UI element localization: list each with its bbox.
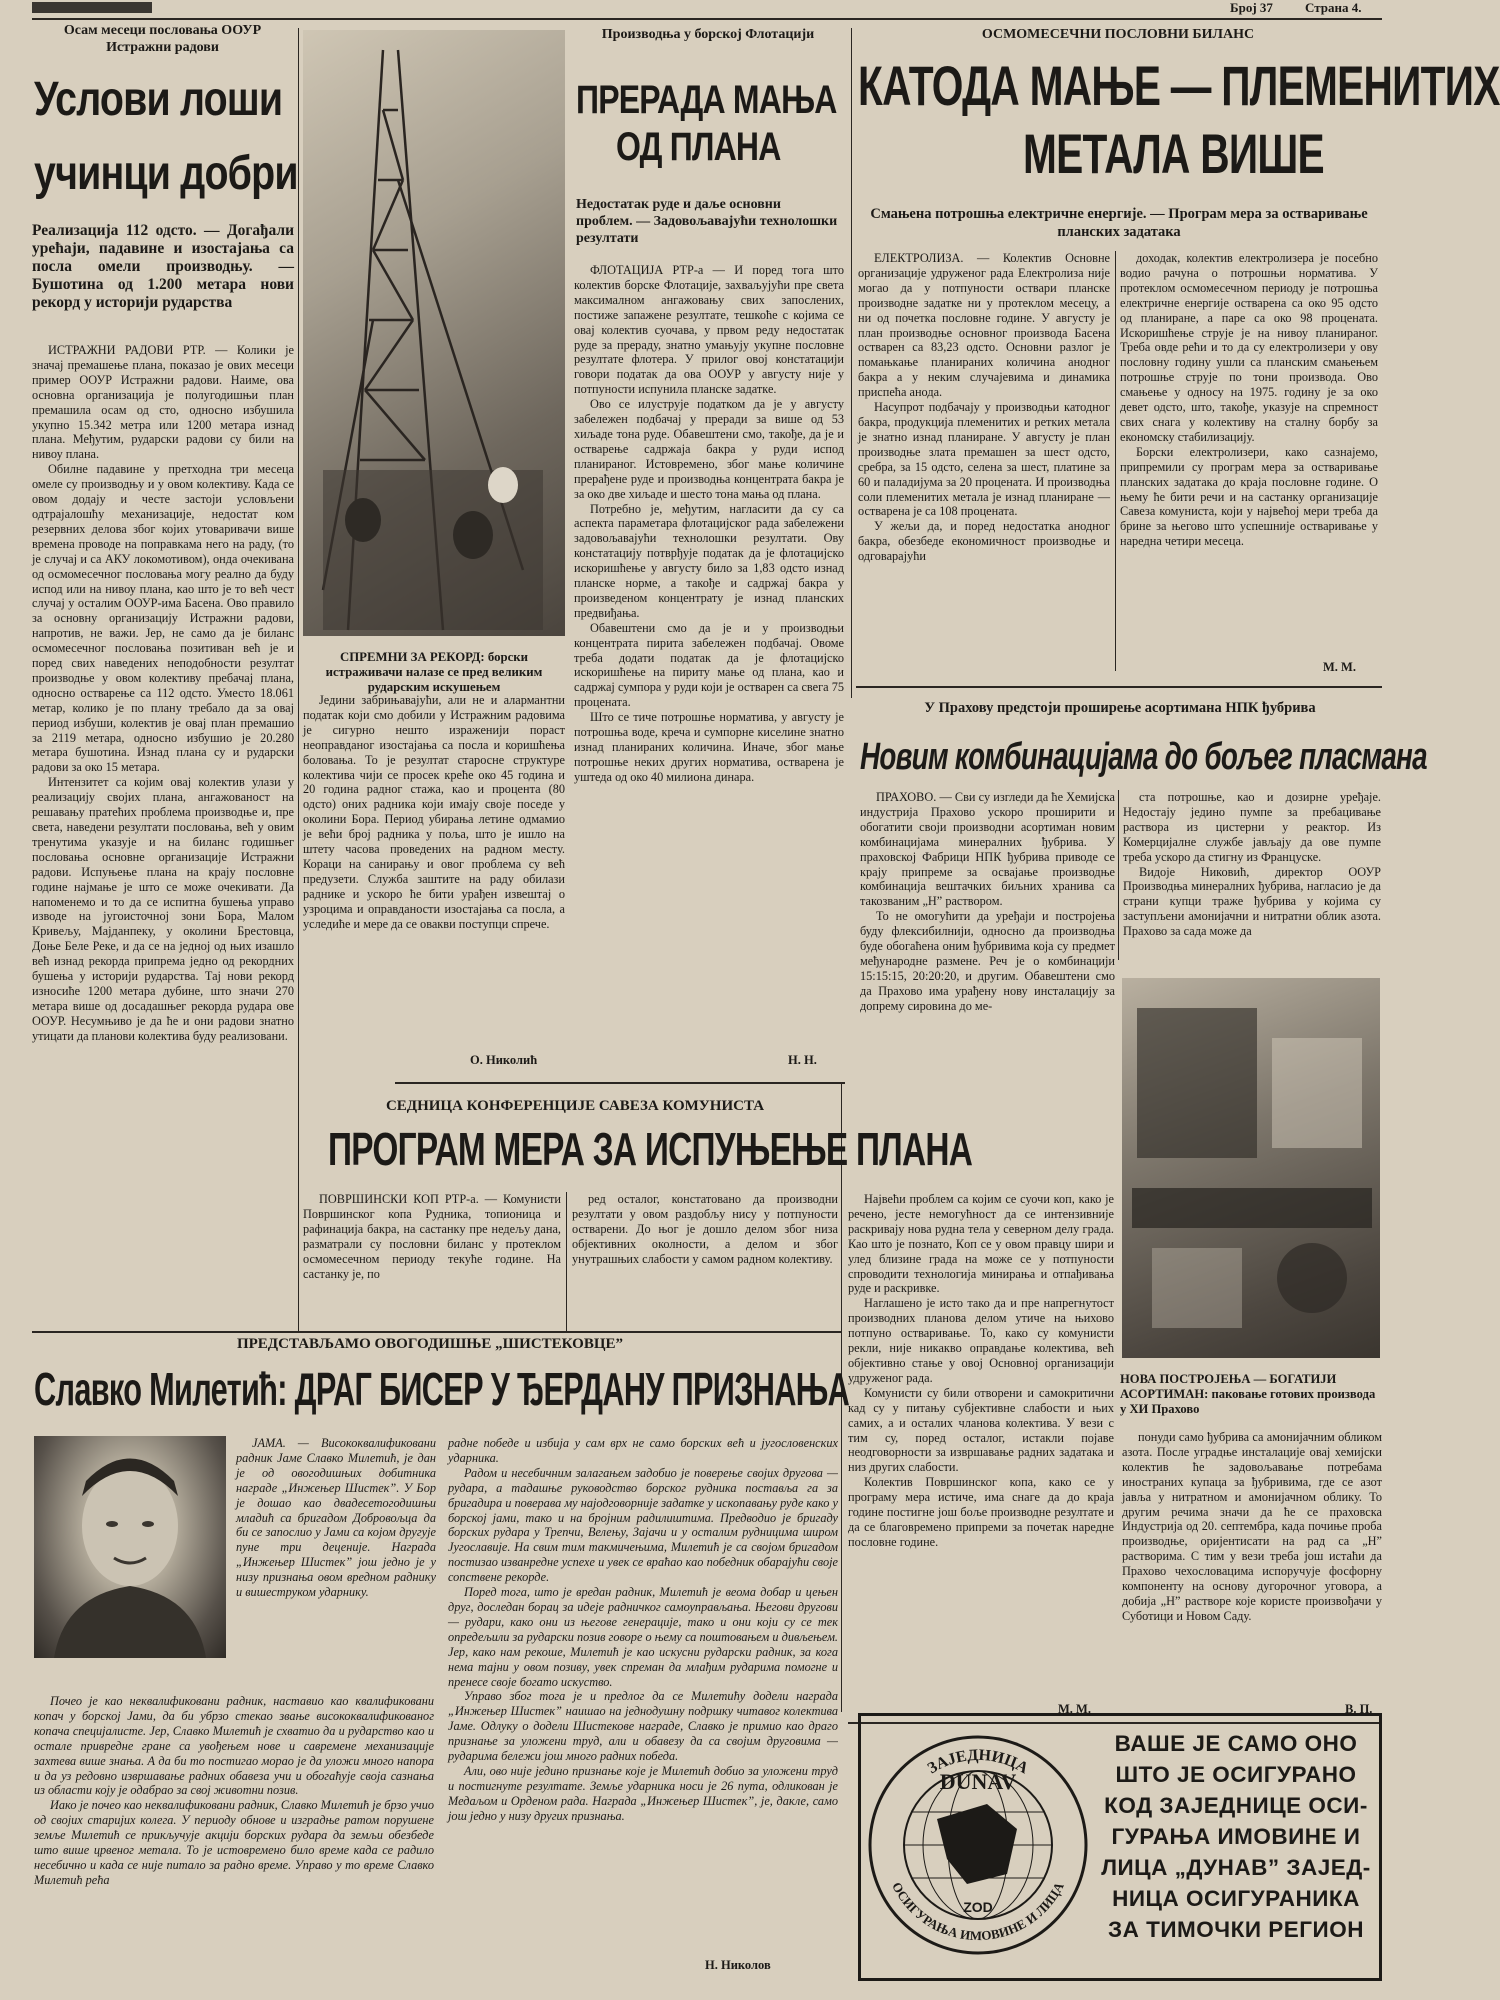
- column-rule: [298, 28, 299, 1331]
- logo-ring-bottom-text: ОСИГУРАЊА ИМОВИНЕ И ЛИЦА: [889, 1879, 1067, 1944]
- ad-line: ЛИЦА „ДУНАВ” ЗАЈЕД-: [1101, 1855, 1371, 1880]
- paragraph: ЈАМА. — Висококвалификовани радник Јаме Славко Милетић, је дан је од овогодишњих добитника награде „Инжењер Шистек”. У Бор је дошао као двадесетогодишњи младић са бригадом Добровољца да би се запослио у Јами са којом другује пуне три деценије. Награда „Инжењер Шистек” још једно је у низу признања овом вредном раднику и вишеструком ударнику.: [236, 1436, 436, 1600]
- column-rule: [851, 28, 852, 698]
- column-rule: [1118, 790, 1119, 960]
- section-rule: [32, 1331, 842, 1333]
- article-kicker: Производња у борској Флотацији: [601, 27, 815, 42]
- paragraph: понуди само ђубрива са амонијачним обликом азота. После уградње инсталације овај хемијски колектив ће задовољавање потребама иностраних купаца за ђубривима, где се азот јавља у нитратном и амонијачном облику. То другим речима значи да ће се праховска Индустрија од 20. септембра, када почиње проба производње, оријентисати на рад са „Н” растворима. С тим у вези треба још истаћи да Прахово чехословацима испоручује фосфорну компоненту на основу дугорочног уговора, а добија „Н” растворе које користе произвођачи у Суботици и Новом Саду.: [1122, 1430, 1382, 1623]
- article-body: [1120, 251, 1378, 661]
- article-body: [448, 1436, 838, 1952]
- paragraph: То не омогућити да уређаји и постројења буду флексибилнији, односно да производња буде обогаћена оним ђубривима која су предмет међународне размене. Реч је о комбинацији 15:15:15, 20:20:20, и другим. Обавештени смо да Прахово има урађену нову инсталацију за допрему сировина до ме-: [860, 909, 1115, 1013]
- article-body: [303, 693, 565, 1045]
- article-body: [236, 1436, 436, 1688]
- dunav-logo: [867, 1734, 1089, 1956]
- paragraph: Ово се илуструје податком да је у августу забележен подбачај у преради за више од 53 хиљаде тона руде. Обавештени смо, такође, да је и остварење садржаја бакра у руди испод планираног. Истовремено, због мање количине прерађене руде и производња концентрата бакра је за око две хиљаде и шесто тона мања од плана.: [574, 397, 844, 501]
- paragraph: Што се тиче потрошње норматива, у августу је потрошња воде, креча и сумпорне киселине знатно изнад планираних количина. Иначе, због мање потрошње неких других норматива, остварена је уштеда од око 40 милиона динара.: [574, 710, 844, 784]
- drilling-rig-photo: [303, 30, 565, 636]
- author-signature: Н. Н.: [788, 1053, 817, 1067]
- paragraph: ста потрошње, као и дозирне уређаје. Недостају једино пумпе за пребацивање раствора из цистерни у реактор. Из Комерцијалне службе јављају да ове пумпе треба ускоро да стигну из Француске.: [1123, 790, 1381, 864]
- ad-line: ВАШЕ ЈЕ САМО ОНО: [1114, 1731, 1358, 1756]
- portrait-illustration: [34, 1436, 226, 1658]
- machinery-illustration: [1122, 978, 1380, 1358]
- paragraph: ПОВРШИНСКИ КОП РТР-а. — Комунисти Површинског копа Рудника, топионица и рафинација бакра, на састанку пре недељу дана, разматрали су пословни биланс у протеклом осмомесечном периоду текуће године. На састанку је, по: [303, 1192, 561, 1281]
- author-signature: М. М.: [1323, 660, 1356, 674]
- insurance-advertisement: [858, 1713, 1382, 1981]
- paragraph: Поред тога, што је вредан радник, Милетић је веома добар и цењен друг, доследан борац за идеје радничког самоуправљања. Његови другови — рудари, како они из његове генерације, тако и они који су се тек опредељили за рударски позив говоре о њему са поштовањем и дивљењем. Јер, како нам рекоше, Милетић је као искусни рударски радник, за кога нема тајни у овом позиву, увек спреман да млађим рударима помогне и пренесе своје богато искуство.: [448, 1585, 838, 1689]
- article-subheadline: Недостатак руде и даље основни проблем. — Задовољавајући технолошки резултати: [576, 197, 838, 246]
- paragraph: Али, ово није једино признање које је Милетић добио за уложени труд и постигнуте резултате. Земље ударника носи је 26 пута, одликован је Медаљом и Орденом рада. Награда „Инжењер Шистек”, је, дакле, само још једно у низу других признања.: [448, 1763, 838, 1823]
- logo-ring-top: ЗАЈЕДНИЦА: [924, 1746, 1032, 1778]
- article-kicker: ПРЕДСТАВЉАМО ОВОГОДИШЊЕ „ШИСТЕКОВЦЕ”: [236, 1336, 624, 1352]
- author-signature: В. П.: [1345, 1702, 1373, 1716]
- article-body: [848, 1192, 1114, 1692]
- page-number: Страна 4.: [1305, 0, 1362, 15]
- paragraph: доходак, колектив електролизера је посебно водио рачуна о потрошњи норматива. У протеклом осмомесечном периоду је потрошња електричне енергије остварена са око 95 одсто од планиране, а паре са око 98 процената. Искоришћење струје је на нивоу планираног. Треба овде рећи и то да су електролизери у ову пословну годину ушли са планским смањењем потрошње струје по тони производа. Ово смањење у односу на 1975. годину је за око девет одсто, што, такође, указује на спремност свих снага у колективу на сталну борбу за економску стабилизацију.: [1120, 251, 1378, 444]
- author-signature: М. М.: [1058, 1702, 1091, 1716]
- section-rule: [395, 1082, 845, 1084]
- article-subheadline: Смањена потрошња електричне енергије. — Програм мера за остваривање планских задатака: [870, 206, 1368, 240]
- ad-line: ЗА ТИМОЧКИ РЕГИОН: [1108, 1917, 1364, 1942]
- paragraph: У жељи да, и поред недостатка аноднoг бакра, обезбеде економичност производње и одговарајући: [858, 519, 1110, 564]
- article-headline: Услови лоши: [34, 73, 283, 126]
- drilling-tower-illustration: [303, 30, 565, 636]
- paragraph: Обавештени смо да је и у производњи концентрата пирита забележен подбачај. Овоме треба додати податак да је флотацијско искоришћење на пириту мање од плана, као и садржај сумпора у руди који је остварен са свега 75 процената.: [574, 620, 844, 710]
- paragraph: ЕЛЕКТРОЛИЗА. — Колектив Основне организације удруженог рада Електролиза није могао да у потпуности оствари планске производне задатке ни у протеклом месецу, а ни од почетка пословне године. У августу је план производње основног производа Басена остварен са 83,23 одсто. Основни разлог је помањкање планираних количина аноднoг бакра а у неким случајевима и динамика приспећа анода.: [858, 251, 1110, 400]
- author-signature: О. Николић: [470, 1053, 538, 1067]
- article-body: [574, 263, 844, 1033]
- article-headline: ПРЕРАДА МАЊА: [576, 78, 837, 122]
- top-rule: [32, 18, 1382, 20]
- paragraph: Насупрот подбачају у производњи катодног бакра, продукција племенитих и ретких метала је знатно изнад планиране. У августу је план производње злата премашен за шест одсто, сребра, за 15 одсто, селена за шест, платине за 60 и паладијума за 20 процената. И производња соли племенитих метала је изнад планиране — остварена је са 108 процената.: [858, 400, 1110, 519]
- packaging-plant-photo: [1122, 978, 1380, 1358]
- paragraph: ред осталог, констатовано да производни резултати у овом раздобљу нису у потпуности остварени. До њог је дошло делом због низа објективних околности, а делом и због унутрашњих слабости у самом радном колективу.: [572, 1192, 838, 1266]
- paragraph: Једини забрињавајући, али не и алармантни податак који смо добили у Истражним радовима је сигурно нешто израженији пораст неоправданог изостајања са посла и коришћења боловања. То је резултат старосне структуре колектива чији се просек креће око 45 година и 20 година радног стажа, као и процента (80 одсто) оних радника који имају своје поседе у околини Бора. Период убирања летине одмамио је већи број радника у поља, што је ишло на штету часова проведених на радном месту. Кораци на санирању и овог проблема су већ предузети. Служба заштите на раду обилази раднике и ускоро ће бити урађен извештај о узроцима и оправданости изостајања са посла, а уследиће и мере да се овакви поступци спрече.: [303, 693, 565, 931]
- paragraph: Иако је почео као неквалификовани радник, Славко Милетић је брзо учио од својих старијих колега. У периоду обнове и изградње ратом порушене земље Милетић се прикључује акцији борских рудара да земљи обезбеде што више црвеног метала. То је истовремено било време када се радило несебично и када се није питало за радно време. Управо у то време Славко Милетић рећа: [34, 1798, 434, 1887]
- article-body: [860, 790, 1115, 1064]
- paragraph: ИСТРАЖНИ РАДОВИ РТР. — Колики је значај премашење плана, показао је ових месеци пример ООУР Истражни радови. Наиме, ова основна организација је полугодишњи план премашила осам од сто, односно избушила укупно 15.342 метра или 1200 метара изнад плана. Међутим, рударски радови су били на нивоу плана.: [32, 343, 294, 462]
- paragraph: Колектив Површинског копа, како се у програму мера истиче, има снаге да до краја године постигне још боље производне резултате и да се благовремено припреми за почетак наредне пословне године.: [848, 1475, 1114, 1549]
- paragraph: Обилне падавине у претходна три месеца омеле су производњу и у овом колективу. Када се овом додају и честе застоји условљени одтрајалошћу механизације, недостат ком резервних делова због којих утоваривачи више времена проводе на поправкама него на раду, (то је случај и са АКУ локомотивом), онда очекивана од осмомесечног пословања могу реално да буду испод или на нивоу плана, као што је то већ чест случај у осталим ООУР-има Басена. Ово правило за основну организацију Истражни радови, напротив, не важи. Јер, не само да је биланс осмомесечног пословања позитиван већ је и поред свих наведених неподобности резултат производње у овом колективу пребачај плана, односно остварење са 112 одсто. Уместо 18.061 метар, колико је по плану требало да за овај период избуши, колектив је овај план премашио за 2119 метара, односно избушио је 20.280 метара бушотина. Изнад плана су и рударски радови за око 15 метара.: [32, 462, 294, 775]
- article-kicker: Осам месеци пословања ООУР Истражни радови: [63, 23, 262, 55]
- logo-code: ZOD: [963, 1899, 993, 1915]
- section-rule: [856, 686, 1382, 688]
- ad-slogan: [1099, 1728, 1373, 1945]
- article-kicker: У Прахову предстоји проширење асортимана НПК ђубрива: [924, 700, 1316, 716]
- article-body: [303, 1192, 561, 1334]
- paragraph: Борски електролизери, како сазнајемо, припремили су програм мера за остваривање планских задатака до краја пословне године. О њему ће бити речи и на састанку организације Савеза комуниста, који у највећој мери треба да брине за његово што успешније остваривање у наредна четири месеца.: [1120, 444, 1378, 549]
- article-headline: КАТОДА МАЊЕ — ПЛЕМЕНИТИХ: [858, 54, 1500, 117]
- article-kicker: СЕДНИЦА КОНФЕРЕНЦИЈЕ САВЕЗА КОМУНИСТА: [385, 1098, 765, 1114]
- article-body: [1122, 1430, 1382, 1702]
- article-body: [572, 1192, 838, 1334]
- paragraph: Потребно је, међутим, нагласити да су са аспекта параметара флотацијског рада забележени задовољавајући технолошки резултати. Ову констатацију потврђује податак да је флотацијско искоришћење у августу било за 1,83 одсто изнад планске норме, а такође и садржај бакра у произведеном концентрату је изнад планских предвиђања.: [574, 501, 844, 620]
- column-rule: [566, 1192, 567, 1332]
- article-headline: Славко Милетић: ДРАГ БИСЕР У ЂЕРДАНУ ПРИЗНАЊА: [34, 1363, 850, 1415]
- article-body: [1123, 790, 1381, 970]
- ad-line: ГУРАЊА ИМОВИНЕ И: [1111, 1824, 1361, 1849]
- article-headline: ОД ПЛАНА: [616, 125, 781, 169]
- issue-number: Број 37: [1230, 0, 1273, 15]
- article-kicker: ОСМОМЕСЕЧНИ ПОСЛОВНИ БИЛАНС: [981, 27, 1255, 42]
- article-headline: учинци добри: [34, 147, 298, 200]
- ad-line: НИЦА ОСИГУРАНИКА: [1112, 1886, 1360, 1911]
- article-body: [34, 1694, 434, 1954]
- photo-caption: НОВА ПОСТРОЈЕЊА — БОГАТИЈИ АСОРТИМАН: паковање готових производа у ХИ Прахово: [1120, 1372, 1376, 1416]
- column-rule: [1115, 251, 1116, 671]
- article-headline: Новим комбинацијама до бољег пласмана: [860, 736, 1427, 778]
- paragraph: ФЛОТАЦИЈА РТР-а — И поред тога што колектив борске Флотације, захваљујући пре света максималном ангажовању свих запослених, постиже запажене резултате, тешкоће с којима се овај колектив суочава, у првом реду недостатак руде за прераду, знатно умањују укупне пословне резултате флотера. У прилог овој констатацији говори податак да ова ООУР у августу није у потпуности испунила планске задатке.: [574, 263, 844, 397]
- paragraph: Интензитет са којим овај колектив улази у реализацију својих плана, ангажованост на решавању пратећих проблема производње и, пре света, наведени резултати пословања, већ у овим тренутима указује и на биланс годишњег пословања основне организације Истражни радови. Испуњење плана на крају пословне године најмање је што се може очекивати. Да напоменемо и то да се испитна бушења управо изводе на југоисточној зони Бора, Малом Кривељу, Мајданпеку, у околини Брестовца, Доње Беле Реке, и да се на једној од њих изашло већ изнад рекорда припрема једно од рекордних бушења у историји рударства. Тај нови рекорд износиће 1200 метара дубине, што значи 270 метара више од досадашњег рекорда рудара ове ООУР. Несумњиво је да ће и они радови знатно утицати да планови колектива буду реализовани.: [32, 775, 294, 1043]
- article-body: [32, 343, 294, 1305]
- paragraph: Радом и несебичним залагањем задобио је поверење својих другова — рудара, а тадашње руководство борског рудника поставља га за бригадира и поверава му најодговорније задатке у ископавању руде како у борској јами, тако и на бројним радилиштима. Предводио је бригаду борских рудара у Трепчи, Велењу, Зајачи и у осталим рудницима широм Југославије. На свим тим такмичењима, Милетић је са својом бригадом постизао изванредне успехе и увек се враћао као победник обарајући своје сопствене рекорде.: [448, 1465, 838, 1585]
- paragraph: Комунисти су били отворени и самокритични кад су у питању субјективне слабости и њих самих, а и осталих чланова колектива. У вези с тим су, поред осталог, истакли појаве неодговорности за извршавање радних задатака и низ других слабости.: [848, 1385, 1114, 1475]
- paragraph: ПРАХОВО. — Сви су изгледи да ће Хемијска индустрија Прахово ускоро проширити и обогатити своји производни асортиман новим комбинацијама минералних ђубрива. У праховској Фабрици НПК ђубрива приводе се крају припреме за освајање производње комбинација вештачких биљних хранива са такозваним „Н” раствором.: [860, 790, 1115, 909]
- paragraph: радне победе и избија у сам врх не само борских већ и југословенских ударника.: [448, 1436, 838, 1465]
- article-headline: МЕТАЛА ВИШЕ: [1023, 122, 1324, 185]
- article-headline: ПРОГРАМ МЕРА ЗА ИСПУЊЕЊЕ ПЛАНА: [328, 1123, 973, 1175]
- paragraph: Почео је као неквалификовани радник, наставио као квалификовани копач у борској Јами, да би убрзо стекао звање висококвалификованог копача специјалисте. Јер, Славко Милетић је схватио да и рударство као и остале привредне гране са увођењем нове и савремене механизације захтева више знања. А да би то постигао морао је да уложи много напора и да уз редовно извршавање радних обавеза учи и обогаћује своја сазнања из области коју је одабрао за свој животни позив.: [34, 1694, 434, 1798]
- photo-caption: СПРЕМНИ ЗА РЕКОРД: борски истраживачи налазе се пред великим рударским искушењем: [325, 650, 543, 694]
- paragraph: Наглашено је исто тако да и пре напрегнутост производних планова делом утиче на њихово потпуно остваривање. То, како су комунисти рекли, није никакво оправдање колектива, већ објективно стање у овој Основној организацији удруженог рада.: [848, 1296, 1114, 1385]
- logo-brand: DUNAV: [939, 1769, 1017, 1794]
- ad-line: ШТО ЈЕ ОСИГУРАНО: [1115, 1762, 1357, 1787]
- paragraph: Највећи проблем са којим се суочи коп, како је речено, јесте немогућност да се интензивније раскривају нова рудна тела у северном делу града. Као што је познато, Кoп се у овом правцу шири и улед близине града на може се у потпуности спроводити технологија минирања и отпађивања руде и раскривке.: [848, 1192, 1114, 1296]
- masthead-bar: [32, 2, 152, 13]
- article-subheadline: Реализација 112 одсто. — Догађали урећаји, падавине и изостајања са посла омели производњу. — Бушотина од 1.200 метара нови рекорд у историји рударства: [32, 222, 294, 311]
- article-body: [858, 251, 1110, 683]
- portrait-photo: [34, 1436, 226, 1658]
- author-signature: Н. Николов: [705, 1958, 771, 1972]
- ad-line: КОД ЗАЈЕДНИЦЕ ОСИ-: [1104, 1793, 1368, 1818]
- paragraph: Управо због тога је и предлог да се Милетићу додели награда „Инжењер Шистек” наишао на једнодушну подршку читавог колектива Јаме. Одлуку о додели Шистекове награде, Славко је примио као драго признање за уложени труд, али и обавезу да са својим друговима — рударима бележи још много радних победа.: [448, 1689, 838, 1764]
- paragraph: Видоје Никовић, директор ООУР Производња минералних ђубрива, нагласио је да страни купци траже ђубрива у којима су заступљени амонијачни и нитратни облик азота. Прахово за сада може да: [1123, 864, 1381, 939]
